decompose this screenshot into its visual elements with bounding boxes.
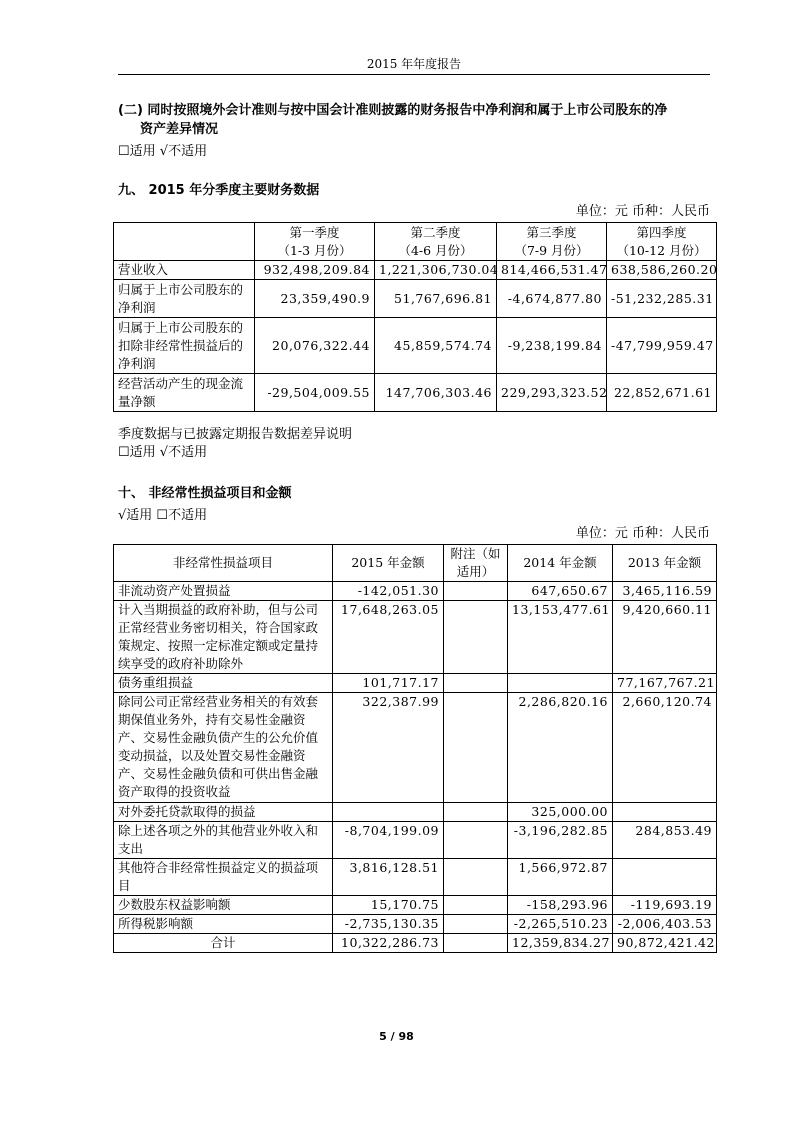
header-item: 非经常性损益项目 xyxy=(114,545,333,582)
cell-note xyxy=(444,803,508,822)
cell-value: -9,238,199.84 xyxy=(497,318,607,374)
quarterly-header-q2 xyxy=(375,223,497,261)
cell-note xyxy=(444,582,508,601)
header-q4-line1: 第四季度 xyxy=(636,224,687,240)
cell-2015: -142,051.30 xyxy=(333,582,444,601)
cell-value: -29,504,009.55 xyxy=(255,374,375,412)
quarterly-header-empty xyxy=(114,223,255,261)
section-ten-title: 十、 非经常性损益项目和金额 xyxy=(118,486,292,501)
table-row xyxy=(114,803,717,822)
row-label: 其他符合非经常性损益定义的损益项目 xyxy=(114,859,333,896)
cell-value: -51,232,285.31 xyxy=(607,280,717,318)
row-label: 除上述各项之外的其他营业外收入和支出 xyxy=(114,822,333,859)
cell-value: 51,767,696.81 xyxy=(375,280,497,318)
cell-note xyxy=(444,915,508,934)
cell-note xyxy=(444,822,508,859)
quarterly-diff-note: 季度数据与已披露定期报告数据差异说明 xyxy=(118,427,353,442)
cell-2013: 284,853.49 xyxy=(613,822,717,859)
total-note xyxy=(444,934,508,953)
header-rule xyxy=(118,74,710,75)
cell-note xyxy=(444,896,508,915)
cell-value: 229,293,323.52 xyxy=(497,374,607,412)
cell-value: 22,852,671.61 xyxy=(607,374,717,412)
table-row xyxy=(114,582,717,601)
row-label: 对外委托贷款取得的损益 xyxy=(114,803,333,822)
cell-2015 xyxy=(333,803,444,822)
header-q3-line2: （7-9 月份） xyxy=(514,242,589,258)
total-2013: 90,872,421.42 xyxy=(613,934,717,953)
table-row xyxy=(114,822,717,859)
page-number: 5 / 98 xyxy=(379,1030,414,1043)
row-label: 经营活动产生的现金流量净额 xyxy=(114,374,255,412)
table-row xyxy=(114,318,717,374)
non-recurring-header-row xyxy=(114,545,717,582)
cell-note xyxy=(444,601,508,674)
cell-2013: 77,167,767.21 xyxy=(613,674,717,693)
total-2014: 12,359,834.27 xyxy=(508,934,613,953)
section-nine-unit: 单位：元 币种：人民币 xyxy=(575,204,710,219)
header-q2-line2: （4-6 月份） xyxy=(398,242,473,258)
cell-2014: 647,650.67 xyxy=(508,582,613,601)
cell-value: 1,221,306,730.04 xyxy=(375,261,497,280)
cell-2013: 3,465,116.59 xyxy=(613,582,717,601)
cell-value: 20,076,322.44 xyxy=(255,318,375,374)
cell-2014: 2,286,820.16 xyxy=(508,693,613,803)
header-q1-line1: 第一季度 xyxy=(289,224,340,240)
cell-2014: 13,153,477.61 xyxy=(508,601,613,674)
cell-value: 23,359,490.9 xyxy=(255,280,375,318)
header-2014: 2014 年金额 xyxy=(508,545,613,582)
table-row xyxy=(114,261,717,280)
cell-value: -4,674,877.80 xyxy=(497,280,607,318)
header-q3-line1: 第三季度 xyxy=(526,224,577,240)
cell-value: 147,706,303.46 xyxy=(375,374,497,412)
quarterly-diff-options: ☐适用 √不适用 xyxy=(118,445,208,460)
cell-2015: 3,816,128.51 xyxy=(333,859,444,896)
cell-2014: -158,293.96 xyxy=(508,896,613,915)
cell-2015: 17,648,263.05 xyxy=(333,601,444,674)
cell-value: 638,586,260.20 xyxy=(607,261,717,280)
header-2015: 2015 年金额 xyxy=(333,545,444,582)
table-row xyxy=(114,896,717,915)
row-label: 少数股东权益影响额 xyxy=(114,896,333,915)
section-ten-options: √适用 ☐不适用 xyxy=(118,508,208,523)
total-2015: 10,322,286.73 xyxy=(333,934,444,953)
section-two-options: ☐适用 √不适用 xyxy=(118,144,208,159)
row-label: 非流动资产处置损益 xyxy=(114,582,333,601)
table-row xyxy=(114,280,717,318)
section-nine-title: 九、 2015 年分季度主要财务数据 xyxy=(118,183,320,198)
quarterly-header-q3 xyxy=(497,223,607,261)
header-q1-line2: （1-3 月份） xyxy=(277,242,352,258)
cell-2013: 2,660,120.74 xyxy=(613,693,717,803)
cell-2015: -2,735,130.35 xyxy=(333,915,444,934)
quarterly-header-q1 xyxy=(255,223,375,261)
section-ten-unit: 单位：元 币种：人民币 xyxy=(575,526,710,541)
cell-2013 xyxy=(613,859,717,896)
cell-2013: -2,006,403.53 xyxy=(613,915,717,934)
row-label: 归属于上市公司股东的净利润 xyxy=(114,280,255,318)
header-2013: 2013 年金额 xyxy=(613,545,717,582)
table-row xyxy=(114,601,717,674)
row-label: 归属于上市公司股东的扣除非经常性损益后的净利润 xyxy=(114,318,255,374)
table-row xyxy=(114,859,717,896)
header-q4-line2: （10-12 月份） xyxy=(616,242,707,258)
cell-note xyxy=(444,859,508,896)
quarterly-header-row xyxy=(114,223,717,261)
cell-2014: -3,196,282.85 xyxy=(508,822,613,859)
cell-2013: -119,693.19 xyxy=(613,896,717,915)
row-label: 计入当期损益的政府补助，但与公司正常经营业务密切相关，符合国家政策规定、按照一定标准定额或定量持续享受的政府补助除外 xyxy=(114,601,333,674)
row-label: 营业收入 xyxy=(114,261,255,280)
cell-value: 932,498,209.84 xyxy=(255,261,375,280)
cell-2014 xyxy=(508,674,613,693)
cell-2013: 9,420,660.11 xyxy=(613,601,717,674)
table-row xyxy=(114,674,717,693)
cell-2014: -2,265,510.23 xyxy=(508,915,613,934)
cell-value: 814,466,531.47 xyxy=(497,261,607,280)
total-row xyxy=(114,934,717,953)
table-row xyxy=(114,374,717,412)
section-two-title-line2: 资产差异情况 xyxy=(140,122,219,137)
cell-value: -47,799,959.47 xyxy=(607,318,717,374)
table-row xyxy=(114,693,717,803)
non-recurring-table xyxy=(113,544,717,953)
cell-note xyxy=(444,693,508,803)
cell-2015: 15,170.75 xyxy=(333,896,444,915)
cell-value: 45,859,574.74 xyxy=(375,318,497,374)
header-note: 附注（如适用） xyxy=(444,545,508,582)
section-two-title-line1: (二) 同时按照境外会计准则与按中国会计准则披露的财务报告中净利润和属于上市公司股东的净 xyxy=(118,103,668,118)
cell-note xyxy=(444,674,508,693)
table-row xyxy=(114,915,717,934)
cell-2015: 322,387.99 xyxy=(333,693,444,803)
row-label: 债务重组损益 xyxy=(114,674,333,693)
row-label: 除同公司正常经营业务相关的有效套期保值业务外，持有交易性金融资产、交易性金融负债产生的公允价值变动损益，以及处置交易性金融资产、交易性金融负债和可供出售金融资产取得的投资收益 xyxy=(114,693,333,803)
quarterly-header-q4 xyxy=(607,223,717,261)
cell-2013 xyxy=(613,803,717,822)
cell-2014: 325,000.00 xyxy=(508,803,613,822)
quarterly-table xyxy=(113,222,717,412)
cell-2014: 1,566,972.87 xyxy=(508,859,613,896)
cell-2015: -8,704,199.09 xyxy=(333,822,444,859)
header-q2-line1: 第二季度 xyxy=(410,224,461,240)
cell-2015: 101,717.17 xyxy=(333,674,444,693)
row-label: 所得税影响额 xyxy=(114,915,333,934)
total-label: 合计 xyxy=(114,934,333,953)
page-header: 2015 年年度报告 xyxy=(366,57,462,71)
